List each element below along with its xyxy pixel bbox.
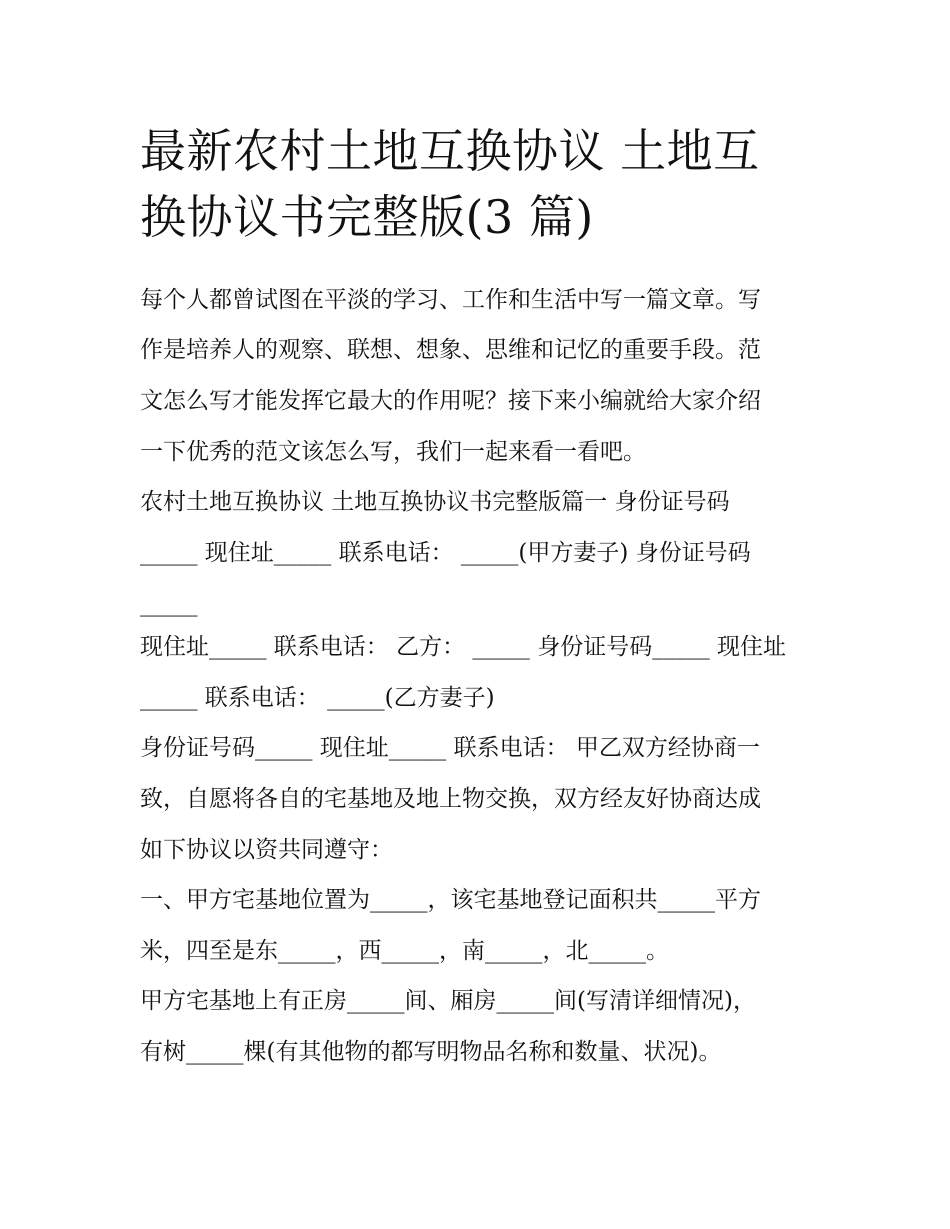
agreement-preamble-line-3: 如下协议以资共同遵守： <box>140 837 393 863</box>
clause-1-line-2: 米，四至是东_____，西_____，南_____，北_____。 <box>140 938 669 964</box>
agreement-heading-line: 农村土地互换协议 土地互换协议书完整版篇一 身份证号码 <box>140 489 730 515</box>
intro-line-2: 作是培养人的观察、联想、想象、思维和记忆的重要手段。范 <box>140 337 761 363</box>
party-b-line: 现住址_____ 联系电话： 乙方： _____ 身份证号码_____ 现住址 <box>140 634 787 660</box>
party-b-spouse-line: _____ 联系电话： _____(乙方妻子) <box>140 685 495 711</box>
clause-1-line-4: 有树_____棵(有其他物的都写明物品名称和数量、状况)。 <box>140 1039 722 1065</box>
clause-1-line-1: 一、甲方宅基地位置为_____，该宅基地登记面积共_____平方 <box>140 887 761 913</box>
intro-line-1: 每个人都曾试图在平淡的学习、工作和生活中写一篇文章。写 <box>140 287 761 313</box>
document-title <box>140 118 820 250</box>
agreement-preamble-line-1: 身份证号码_____ 现住址_____ 联系电话： 甲乙双方经协商一 <box>140 735 760 761</box>
party-a-spouse-line: _____ 现住址_____ 联系电话： _____(甲方妻子) 身份证号码 <box>140 540 751 566</box>
title-line-2: 换协议书完整版(3 篇) <box>140 190 594 244</box>
title-line-1: 最新农村土地互换协议 土地互 <box>140 124 760 178</box>
agreement-preamble-line-2: 致，自愿将各自的宅基地及地上物交换，双方经友好协商达成 <box>140 786 761 812</box>
party-a-spouse-id-blank: _____ <box>140 591 198 617</box>
clause-1-line-3: 甲方宅基地上有正房_____间、厢房_____间(写清详细情况)， <box>140 988 756 1014</box>
intro-line-3: 文怎么写才能发挥它最大的作用呢？接下来小编就给大家介绍 <box>140 388 761 414</box>
intro-line-4: 一下优秀的范文该怎么写，我们一起来看一看吧。 <box>140 439 646 465</box>
